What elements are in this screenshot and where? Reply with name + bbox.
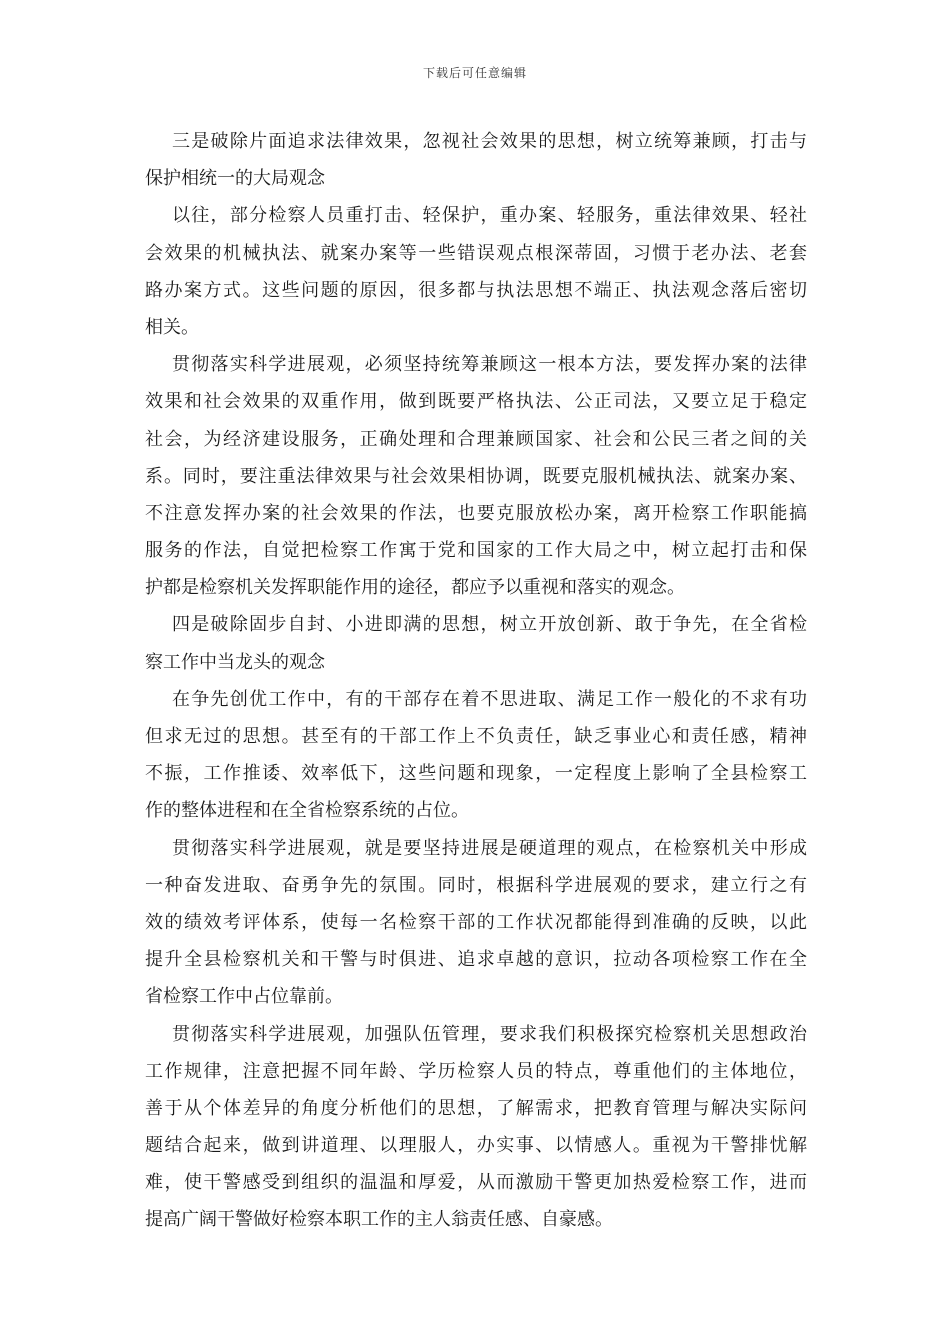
page-header: 下载后可任意编辑 [422,66,527,80]
text-line: 效果和社会效果的双重作用，做到既要严格执法、公正司法，又要立足于稳定 [145,391,807,413]
text-line: 相关。 [145,316,199,338]
text-line: 以往，部分检察人员重打击、轻保护，重办案、轻服务，重法律效果、轻社 [172,205,807,227]
text-line: 效的绩效考评体系，使每一名检察干部的工作状况都能得到准确的反映，以此 [145,911,807,933]
text-line: 路办案方式。这些问题的原因，很多都与执法思想不端正、执法观念落后密切 [145,279,807,301]
text-line: 工作规律，注意把握不同年龄、学历检察人员的特点，尊重他们的主体地位， [145,1060,807,1082]
text-line: 提升全县检察机关和干警与时俱进、追求卓越的意识，拉动各项检察工作在全 [145,949,807,971]
text-line: 社会，为经济建设服务，正确处理和合理兼顾国家、社会和公民三者之间的关 [145,428,807,450]
text-line: 保护相统一的大局观念 [145,168,325,190]
text-line: 作的整体进程和在全省检察系统的占位。 [145,800,469,822]
text-line: 贯彻落实科学进展观，加强队伍管理，要求我们积极探究检察机关思想政治 [172,1023,807,1045]
text-line: 服务的作法，自觉把检察工作寓于党和国家的工作大局之中，树立起打击和保 [145,540,807,562]
text-line: 不注意发挥办案的社会效果的作法，也要克服放松办案，离开检察工作职能搞 [145,502,807,524]
text-line: 善于从个体差异的角度分析他们的思想，了解需求，把教育管理与解决实际问 [145,1097,807,1119]
text-line: 一种奋发进取、奋勇争先的氛围。同时，根据科学进展观的要求，建立行之有 [145,874,807,896]
text-line: 察工作中当龙头的观念 [145,651,325,673]
text-line: 在争先创优工作中，有的干部存在着不思进取、满足工作一般化的不求有功 [172,688,807,710]
text-line: 护都是检察机关发挥职能作用的途径，都应予以重视和落实的观念。 [145,577,685,599]
text-line: 提高广阔干警做好检察本职工作的主人翁责任感、自豪感。 [145,1209,613,1231]
document-body [145,123,807,1239]
text-line: 三是破除片面追求法律效果，忽视社会效果的思想，树立统筹兼顾，打击与 [172,131,807,152]
text-line: 难，使干警感受到组织的温温和厚爱，从而激励干警更加热爱检察工作，进而 [145,1172,807,1194]
text-line: 贯彻落实科学进展观，必须坚持统筹兼顾这一根本方法，要发挥办案的法律 [172,354,807,376]
text-line: 省检察工作中占位靠前。 [145,986,343,1008]
text-line: 系。同时，要注重法律效果与社会效果相协调，既要克服机械执法、就案办案、 [145,465,807,487]
text-line: 会效果的机械执法、就案办案等一些错误观点根深蒂固，习惯于老办法、老套 [145,242,807,264]
text-line: 但求无过的思想。甚至有的干部工作上不负责任，缺乏事业心和责任感，精神 [145,726,807,747]
text-line: 贯彻落实科学进展观，就是要坚持进展是硬道理的观点，在检察机关中形成 [172,837,807,859]
text-line: 不振，工作推诿、效率低下，这些问题和现象，一定程度上影响了全县检察工 [145,763,807,785]
text-line: 四是破除固步自封、小进即满的思想，树立开放创新、敢于争先，在全省检 [172,614,807,636]
text-line: 题结合起来，做到讲道理、以理服人，办实事、以情感人。重视为干警排忧解 [145,1135,807,1157]
